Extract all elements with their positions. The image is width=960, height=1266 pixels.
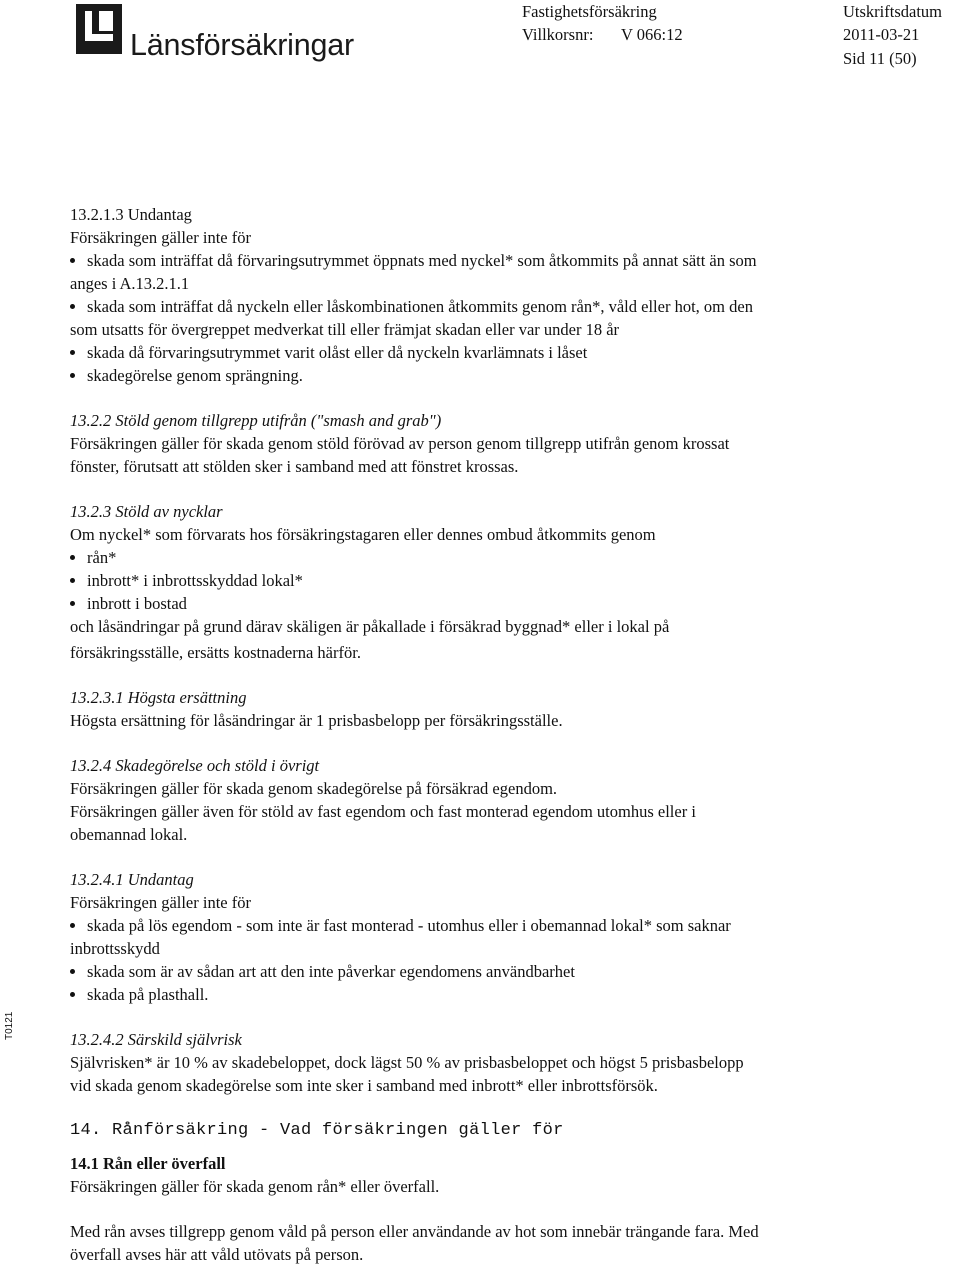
list-item <box>70 960 890 983</box>
section-13-2-1-3 <box>70 203 890 387</box>
print-date-label: Utskriftsdatum <box>843 2 942 21</box>
section-14 <box>70 1119 890 1143</box>
paragraph-line: Försäkringen gäller även för stöld av fast egendom och fast monterad egendom utomhus eller i <box>70 802 696 821</box>
chapter-heading: 14. Rånförsäkring - Vad försäkringen gäller för <box>70 1121 564 1140</box>
section-intro: Försäkringen gäller inte för <box>70 893 251 912</box>
list-item <box>70 983 890 1006</box>
paragraph-line: försäkringsställe, ersätts kostnaderna härför. <box>70 643 361 662</box>
terms-number: V 066:12 <box>621 25 683 44</box>
doc-type: Fastighetsförsäkring <box>522 2 657 21</box>
exclusion-list-continued <box>70 295 890 387</box>
paragraph-line: Med rån avses tillgrepp genom våld på person eller användande av hot som innebär trängande fara. Med <box>70 1222 759 1241</box>
list-item <box>70 914 890 937</box>
list-item-text: skadegörelse genom sprängning. <box>87 366 303 385</box>
section-13-2-4-1 <box>70 868 890 1006</box>
exclusion-list <box>70 249 890 272</box>
list-item-text: skada som inträffat då nyckeln eller låskombinationen åtkommits genom rån*, våld eller hot, om den <box>87 297 753 316</box>
section-heading: 13.2.4 Skadegörelse och stöld i övrigt <box>70 756 320 775</box>
company-name: Länsförsäkringar <box>130 27 354 62</box>
paragraph-line: Självrisken* är 10 % av skadebeloppet, dock lägst 50 % av prisbasbeloppet och högst 5 prisbasbelopp <box>70 1053 744 1072</box>
section-13-2-3-1 <box>70 686 890 732</box>
exclusion-list-continued <box>70 960 890 1006</box>
exclusion-list <box>70 914 890 937</box>
paragraph-line: överfall avses här att våld utövats på person. <box>70 1245 364 1264</box>
list-item-text: skada då förvaringsutrymmet varit olåst eller då nyckeln kvarlämnats i låset <box>87 343 588 362</box>
section-intro: Om nyckel* som förvarats hos försäkringstagaren eller dennes ombud åtkommits genom <box>70 525 656 544</box>
form-code: T0121 <box>4 1011 15 1040</box>
lansforsakringar-logo-icon <box>76 4 122 54</box>
paragraph-line: och låsändringar på grund därav skäligen är påkallade i försäkrad byggnad* eller i lokal på <box>70 617 670 636</box>
paragraph-line: Försäkringen gäller för skada genom skadegörelse på försäkrad egendom. <box>70 779 558 798</box>
list-item <box>70 569 890 592</box>
terms-label: Villkorsnr: <box>522 25 594 44</box>
condition-list <box>70 546 890 615</box>
paragraph-line: Försäkringen gäller för skada genom stöld förövad av person genom tillgrepp utifrån genom krossat <box>70 434 730 453</box>
section-heading: 13.2.3 Stöld av nycklar <box>70 502 223 521</box>
list-item-text: inbrott i bostad <box>87 594 187 613</box>
list-item-text: skada på plasthall. <box>87 985 209 1004</box>
list-item-text: som utsatts för övergreppet medverkat till eller främjat skadan eller var under 18 år <box>70 320 620 339</box>
list-item-text: skada som inträffat då förvaringsutrymmet öppnats med nyckel* som åtkommits på annat sätt än som <box>87 251 757 270</box>
section-heading: 13.2.4.2 Särskild självrisk <box>70 1030 242 1049</box>
section-heading: 14.1 Rån eller överfall <box>70 1154 226 1173</box>
list-item-text: rån* <box>87 548 117 567</box>
list-item <box>70 249 890 272</box>
section-13-2-3 <box>70 500 890 664</box>
list-item <box>70 341 890 364</box>
list-item <box>70 364 890 387</box>
paragraph-line: fönster, förutsatt att stölden sker i samband med att fönstret krossas. <box>70 457 519 476</box>
section-heading: 13.2.2 Stöld genom tillgrepp utifrån ("smash and grab") <box>70 411 442 430</box>
list-item <box>70 546 890 569</box>
paragraph-line: vid skada genom skadegörelse som inte sker i samband med inbrott* eller inbrottsförsök. <box>70 1076 658 1095</box>
list-item-continuation: anges i A.13.2.1.1 <box>70 274 190 293</box>
section-heading: 13.2.4.1 Undantag <box>70 870 194 889</box>
page-header <box>0 0 960 80</box>
page-number: Sid 11 (50) <box>843 49 917 68</box>
list-item-text: skada på lös egendom - som inte är fast monterad - utomhus eller i obemannad lokal* som saknar <box>87 916 731 935</box>
list-item <box>70 295 890 341</box>
company-logo <box>76 4 354 62</box>
list-item-text: skada som är av sådan art att den inte påverkar egendomens användbarhet <box>87 962 575 981</box>
paragraph-line: obemannad lokal. <box>70 825 188 844</box>
list-item <box>70 592 890 615</box>
paragraph-line: Högsta ersättning för låsändringar är 1 prisbasbelopp per försäkringsställe. <box>70 711 563 730</box>
print-date: 2011-03-21 <box>843 25 920 44</box>
section-13-2-2 <box>70 409 890 478</box>
section-13-2-4-2 <box>70 1028 890 1097</box>
list-item-text: inbrott* i inbrottsskyddad lokal* <box>87 571 303 590</box>
section-heading: 13.2.3.1 Högsta ersättning <box>70 688 247 707</box>
section-intro: Försäkringen gäller inte för <box>70 228 251 247</box>
section-13-2-4 <box>70 754 890 846</box>
list-item-continuation: inbrottsskydd <box>70 939 160 958</box>
section-14-1 <box>70 1152 890 1266</box>
section-heading: 13.2.1.3 Undantag <box>70 205 192 224</box>
document-body <box>70 203 890 1266</box>
paragraph-line: Försäkringen gäller för skada genom rån* eller överfall. <box>70 1177 440 1196</box>
